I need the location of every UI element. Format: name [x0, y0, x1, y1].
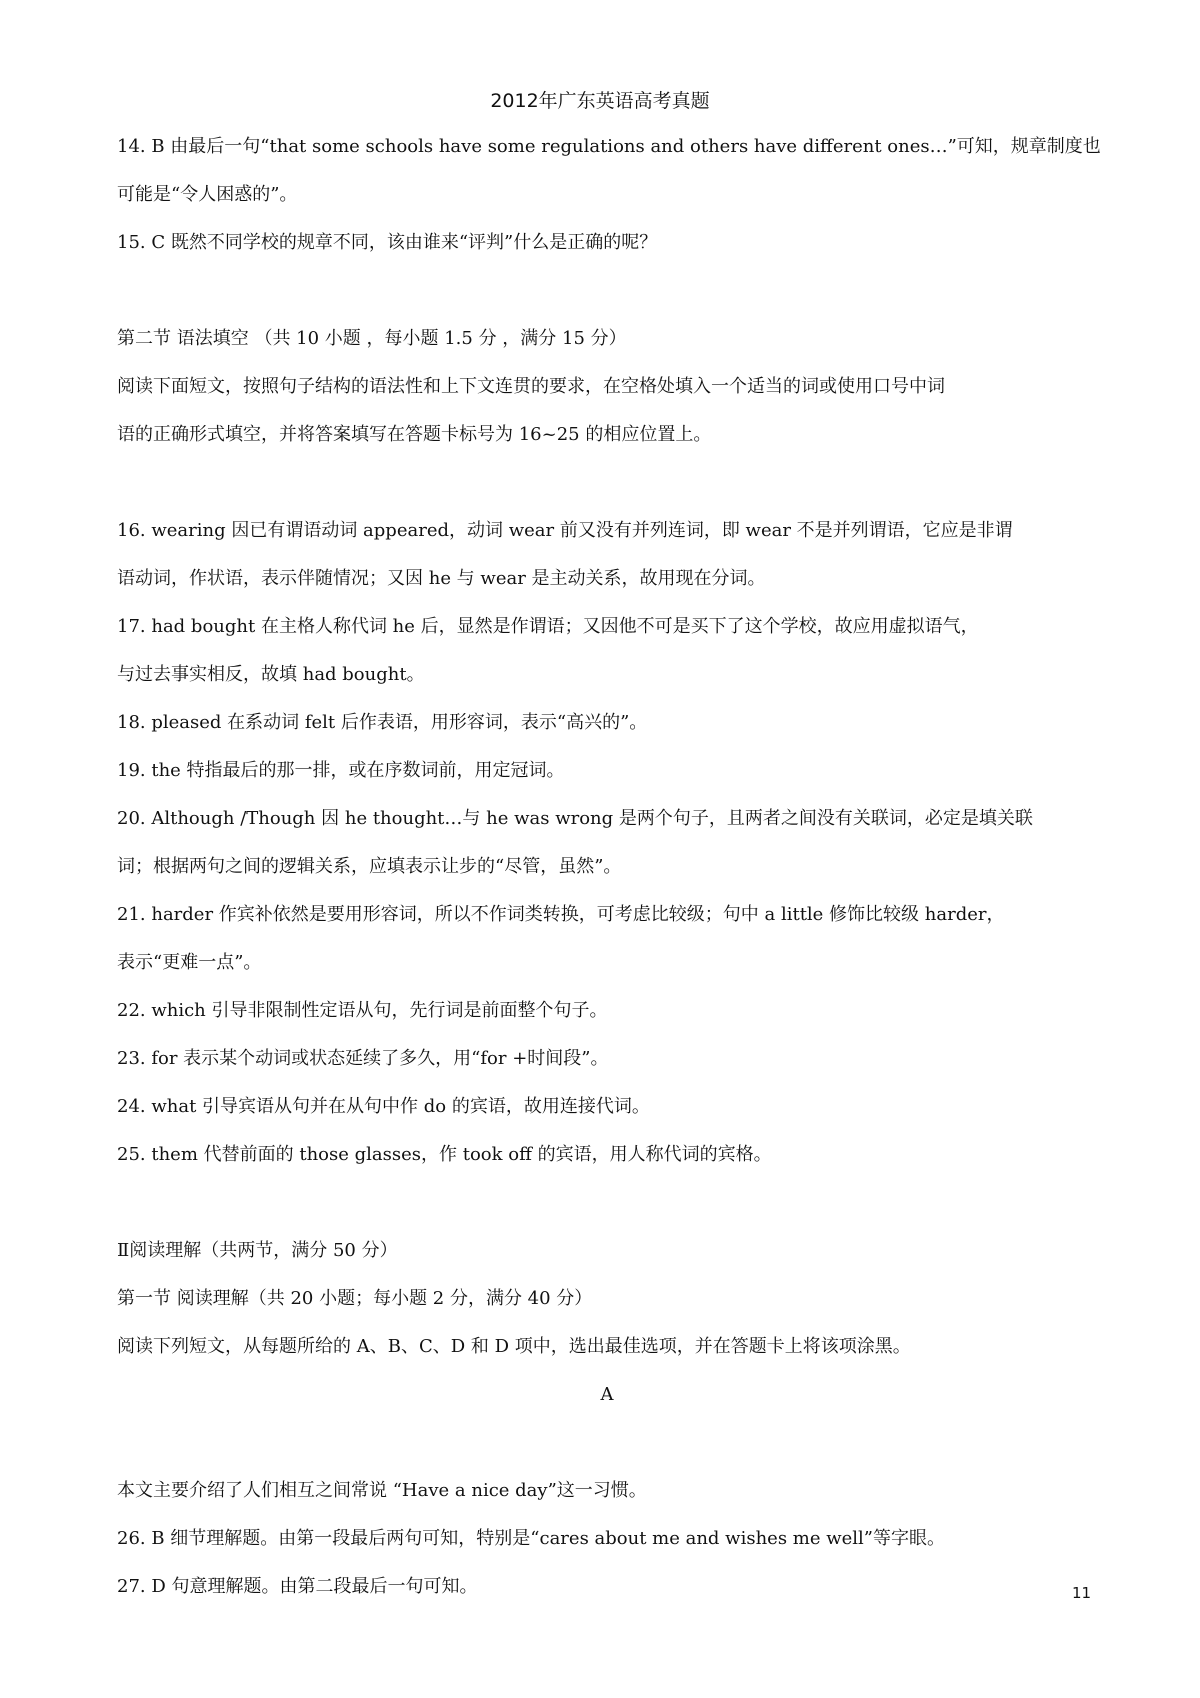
answer-16-line-1: 16. wearing 因已有谓语动词 appeared，动词 wear 前又没有并列连词，即 wear 不是并列谓语，它应是非谓 [117, 520, 1013, 541]
answer-19: 19. the 特指最后的那一排，或在序数词前，用定冠词。 [117, 760, 565, 781]
answer-17-line-2: 与过去事实相反，故填 had bought。 [117, 664, 425, 685]
answer-21-line-1: 21. harder 作宾补依然是要用形容词，所以不作词类转换，可考虑比较级；句中 a little 修饰比较级 harder， [117, 904, 1005, 925]
answer-18: 18. pleased 在系动词 felt 后作表语，用形容词，表示“高兴的”。 [117, 712, 648, 733]
blank-line [117, 267, 1097, 315]
document-body [117, 123, 1101, 1611]
section-2-instruction-1: 阅读下面短文，按照句子结构的语法性和上下文连贯的要求，在空格处填入一个适当的词或使用口号中词 [117, 376, 945, 397]
passage-a-summary: 本文主要介绍了人们相互之间常说 “Have a nice day”这一习惯。 [117, 1480, 647, 1501]
answer-16-line-2: 语动词，作状语，表示伴随情况；又因 he 与 wear 是主动关系，故用现在分词。 [117, 568, 766, 589]
answer-14-line-1: 14. B 由最后一句“that some schools have some regulations and others have different ones…”可知，规章制度也 [117, 136, 1101, 157]
answer-15: 15. C 既然不同学校的规章不同，该由谁来“评判”什么是正确的呢？ [117, 232, 658, 253]
answer-27: 27. D 句意理解题。由第二段最后一句可知。 [117, 1576, 478, 1597]
passage-a-label: A [600, 1384, 614, 1405]
answer-24: 24. what 引导宾语从句并在从句中作 do 的宾语，故用连接代词。 [117, 1096, 650, 1117]
answer-20-line-2: 词；根据两句之间的逻辑关系，应填表示让步的“尽管，虽然”。 [117, 856, 622, 877]
part-2-heading: Ⅱ阅读理解（共两节，满分 50 分） [117, 1240, 398, 1261]
answer-26: 26. B 细节理解题。由第一段最后两句可知，特别是“cares about me and wishes me well”等字眼。 [117, 1528, 945, 1549]
section-2-heading: 第二节 语法填空 （共 10 小题 ，每小题 1.5 分 ，满分 15 分） [117, 328, 627, 349]
blank-line [117, 1179, 1097, 1227]
page-title: 2012年广东英语高考真题 [490, 90, 710, 112]
page-number: 11 [1072, 1584, 1092, 1602]
blank-line [117, 1419, 1097, 1467]
answer-23: 23. for 表示某个动词或状态延续了多久，用“for +时间段”。 [117, 1048, 609, 1069]
section-2-instruction-2: 语的正确形式填空，并将答案填写在答题卡标号为 16~25 的相应位置上。 [117, 424, 712, 445]
answer-20-line-1: 20. Although /Though 因 he thought…与 he was wrong 是两个句子，且两者之间没有关联词，必定是填关联 [117, 808, 1033, 829]
section-1-heading: 第一节 阅读理解（共 20 小题；每小题 2 分，满分 40 分） [117, 1288, 593, 1309]
answer-17-line-1: 17. had bought 在主格人称代词 he 后，显然是作谓语；又因他不可是买下了这个学校，故应用虚拟语气， [117, 616, 979, 637]
answer-21-line-2: 表示“更难一点”。 [117, 952, 262, 973]
blank-line [117, 459, 1097, 507]
answer-14-line-2: 可能是“令人困惑的”。 [117, 184, 298, 205]
answer-25: 25. them 代替前面的 those glasses，作 took off 的宾语，用人称代词的宾格。 [117, 1144, 772, 1165]
section-1-instruction: 阅读下列短文，从每题所给的 A、B、C、D 和 D 项中，选出最佳选项，并在答题卡上将该项涂黑。 [117, 1336, 911, 1357]
answer-22: 22. which 引导非限制性定语从句，先行词是前面整个句子。 [117, 1000, 608, 1021]
